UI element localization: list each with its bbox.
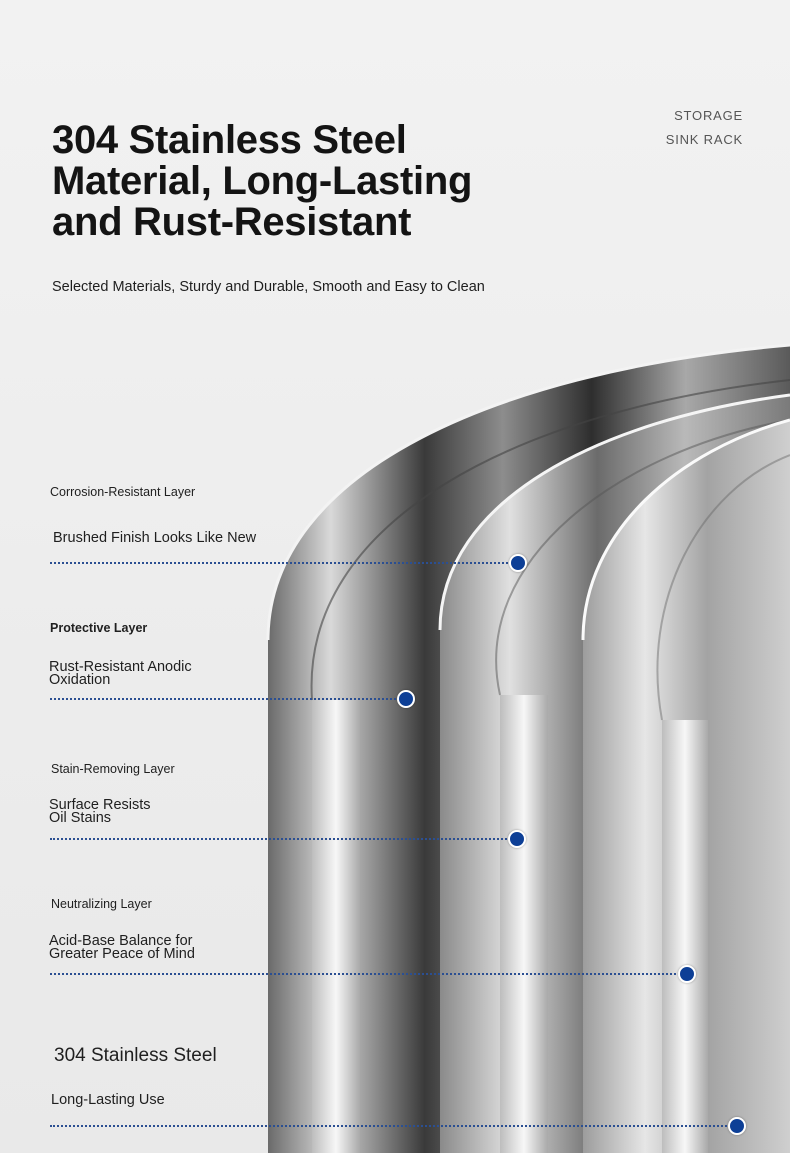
brand-label <box>666 104 743 152</box>
layer-3-desc <box>49 799 151 825</box>
layer-1-desc-line-1: Brushed Finish Looks Like New <box>53 530 257 546</box>
layer-2-desc <box>49 661 192 687</box>
layer-3-marker <box>508 830 526 848</box>
layer-5-heading: 304 Stainless Steel <box>54 1045 217 1066</box>
layer-3-heading: Stain-Removing Layer <box>51 762 175 776</box>
layer-2-leader-line <box>50 698 404 700</box>
title-line-1: 304 Stainless Steel <box>52 118 407 162</box>
layer-1-heading: Corrosion-Resistant Layer <box>50 485 196 499</box>
title-line-2: Material, Long-Lasting <box>52 159 473 203</box>
layer-4-leader-line <box>50 973 684 975</box>
layer-1-desc <box>53 530 256 546</box>
layer-4-desc-line-2: Greater Peace of Mind <box>49 946 195 962</box>
layer-2-desc-line-2: Oxidation <box>49 672 111 688</box>
page-title <box>52 120 522 243</box>
layer-3-leader-line <box>50 838 515 840</box>
title-line-3: and Rust-Resistant <box>52 200 412 244</box>
layer-3-desc-line-1: Surface Resists <box>49 797 151 813</box>
layer-4-heading: Neutralizing Layer <box>51 897 152 911</box>
layer-2-heading: Protective Layer <box>50 621 148 635</box>
brand-line-2: SINK RACK <box>665 132 743 147</box>
layer-5-marker <box>728 1117 746 1135</box>
layer-4-marker <box>678 965 696 983</box>
layer-2-marker <box>397 690 415 708</box>
brand-line-1: STORAGE <box>674 108 743 123</box>
layer-3-desc-line-2: Oil Stains <box>49 810 112 826</box>
layer-5-desc-line-1: Long-Lasting Use <box>51 1092 165 1108</box>
layer-1-marker <box>509 554 527 572</box>
page-subtitle: Selected Materials, Sturdy and Durable, Smooth and Easy to Clean <box>52 279 485 295</box>
layer-5-leader-line <box>50 1125 734 1127</box>
layer-4-desc-line-1: Acid-Base Balance for <box>49 933 193 949</box>
layer-1-leader-line <box>50 562 516 564</box>
layer-4-desc <box>49 935 195 961</box>
layer-2-desc-line-1: Rust-Resistant Anodic <box>49 659 192 675</box>
layer-5-desc <box>51 1092 165 1108</box>
